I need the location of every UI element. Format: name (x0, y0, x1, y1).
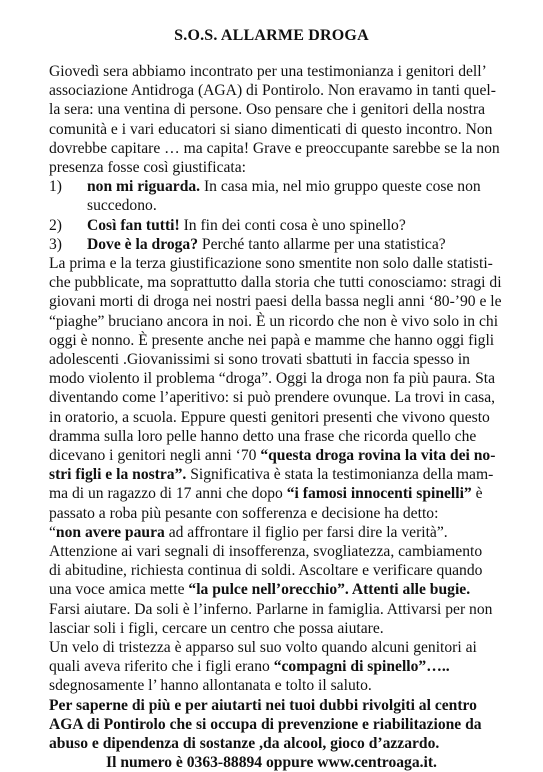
text-line (49, 273, 502, 292)
list-item (49, 177, 481, 196)
bold-text: “compagni di spinello”….. (273, 658, 450, 676)
text-line (49, 81, 496, 100)
text-segment: Significativa è stata la testimonianza della mam- (186, 466, 494, 484)
text-line (49, 369, 495, 388)
text-segment: passato a roba più pesante con sofferenza e decisione ha detto: (49, 504, 439, 522)
text-segment: Attenzione ai vari segnali di insofferenza, svogliatezza, cambiamento (49, 543, 483, 560)
text-segment: una voce amica mette (49, 581, 189, 599)
text-line (49, 120, 492, 139)
text-line (49, 657, 450, 676)
text-segment: La prima e la terza giustificazione sono smentite non solo dalle statisti- (49, 255, 493, 272)
text-line (49, 676, 372, 695)
text-segment: dicevano i genitori negli anni ‘70 (49, 447, 261, 464)
bold-text: Dove è la droga? (87, 235, 199, 253)
text-segment: “ (49, 523, 56, 541)
bold-text: Per saperne di più e per aiutarti nei tuoi dubbi rivolgiti al centro (49, 696, 477, 714)
text-line (49, 523, 448, 542)
text-segment: presenza fosse così giustificata: (49, 159, 247, 176)
text-line (49, 696, 477, 715)
text-segment: comunità e i vari educatori si siano dimenticati di questo incontro. Non (49, 120, 493, 138)
bold-text: abuso e dipendenza di sostanze ,da alcool, gioco d’azzardo. (49, 735, 440, 752)
text-segment: In fin dei conti cosa è uno spinello? (179, 216, 406, 234)
text-line (49, 139, 500, 158)
text-segment: giovani morti di droga nei nostri paesi della bassa negli anni ‘80-’90 e le (49, 293, 502, 311)
text-line (49, 331, 494, 350)
bold-text: “la pulce nell’orecchio”. Attenti alle bugie. (188, 581, 471, 599)
text-line (49, 484, 483, 503)
text-line (49, 465, 493, 484)
text-line (49, 715, 482, 734)
text-segment: ma di un ragazzo di 17 anni che dopo (49, 485, 287, 503)
bold-text: non mi riguarda. (87, 178, 201, 196)
document-title: S.O.S. ALLARME DROGA (174, 27, 369, 44)
text-segment: in oratorio, a scuola. Eppure questi genitori presenti che vivono questo (49, 408, 490, 426)
list-item (49, 216, 406, 235)
text-line (49, 600, 492, 619)
text-segment: Perché tanto allarme per una statistica? (198, 235, 446, 253)
text-line (49, 580, 470, 599)
text-line (49, 561, 482, 580)
text-segment: succedono. (87, 197, 157, 215)
text-segment: ad affrontare il figlio per farsi dire la verità”. (164, 523, 448, 541)
text-line (49, 196, 157, 215)
text-line (49, 312, 498, 331)
text-line (49, 292, 502, 311)
list-number: 1) (49, 178, 62, 196)
bold-text: Così fan tutti! (87, 216, 180, 234)
text-line (49, 504, 438, 523)
text-segment: Giovedì sera abbiamo incontrato per una testimonianza i genitori dell’ (49, 63, 487, 80)
text-segment: sdegnosamente l’ hanno allontanata e tolto il saluto. (49, 677, 372, 695)
bold-text: “i famosi innocenti spinelli” (286, 485, 472, 503)
text-line (49, 350, 470, 369)
text-segment: “piaghe” bruciano ancora in noi. È un ricordo che non è vivo solo in chi (49, 312, 499, 330)
text-line (49, 619, 384, 638)
text-line (49, 734, 439, 753)
text-line (0, 753, 543, 772)
list-number: 2) (49, 216, 62, 234)
text-line (49, 638, 477, 657)
list-number: 3) (49, 235, 62, 253)
list-item (49, 235, 446, 254)
text-line (49, 446, 495, 465)
bold-text: AGA di Pontirolo che si occupa di prevenzione e riabilitazione da (49, 715, 482, 733)
bold-text: Il numero è 0363-88894 oppure www.centroaga.it. (106, 754, 437, 772)
text-line (49, 254, 493, 273)
text-segment: che pubblicate, ma soprattutto dalla storia che tutti conosciamo: stragi di (49, 274, 502, 292)
text-segment: la sera: una ventina di persone. Oso pensare che i genitori della nostra (49, 101, 486, 119)
bold-text: “questa droga rovina la vita dei no- (260, 447, 496, 464)
bold-text: stri figli e la nostra”. (49, 466, 187, 484)
text-segment: Un velo di tristezza è apparso sul suo volto quando alcuni genitori ai (49, 639, 477, 656)
text-segment: è (471, 485, 483, 503)
text-segment: dovrebbe capitare … ma capita! Grave e preoccupante sarebbe se la non (49, 139, 500, 157)
text-segment: oggi è nonno. È presente anche nei papà e mamme che hanno oggi figli (49, 331, 495, 349)
text-segment: di abitudine, richiesta continua di soldi. Ascoltare e verificare quando (49, 562, 483, 580)
text-line (49, 408, 490, 427)
text-line (49, 100, 485, 119)
text-line (49, 158, 246, 177)
text-line (49, 542, 482, 561)
text-line (49, 427, 476, 446)
text-segment: lasciar soli i figli, cercare un centro che possa aiutare. (49, 619, 384, 637)
text-line (49, 62, 487, 81)
text-line (49, 388, 495, 407)
bold-text: non avere paura (55, 523, 165, 541)
text-segment: In casa mia, nel mio gruppo queste cose non (200, 178, 481, 196)
text-segment: dramma sulla loro pelle hanno detto una frase che ricorda quello che (49, 427, 477, 445)
text-segment: associazione Antidroga (AGA) di Pontirolo. Non eravamo in tanti quel- (49, 82, 496, 100)
text-segment: modo violento il problema “droga”. Oggi la droga non fa più paura. Sta (49, 370, 496, 388)
text-segment: diventando come l’aperitivo: si può prendere ovunque. La trovi in casa, (49, 389, 496, 407)
text-segment: quali aveva riferito che i figli erano (49, 658, 274, 676)
text-segment: Farsi aiutare. Da soli è l’inferno. Parlarne in famiglia. Attivarsi per non (49, 600, 493, 618)
text-segment: adolescenti .Giovanissimi si sono trovati sbattuti in faccia spesso in (49, 351, 470, 368)
